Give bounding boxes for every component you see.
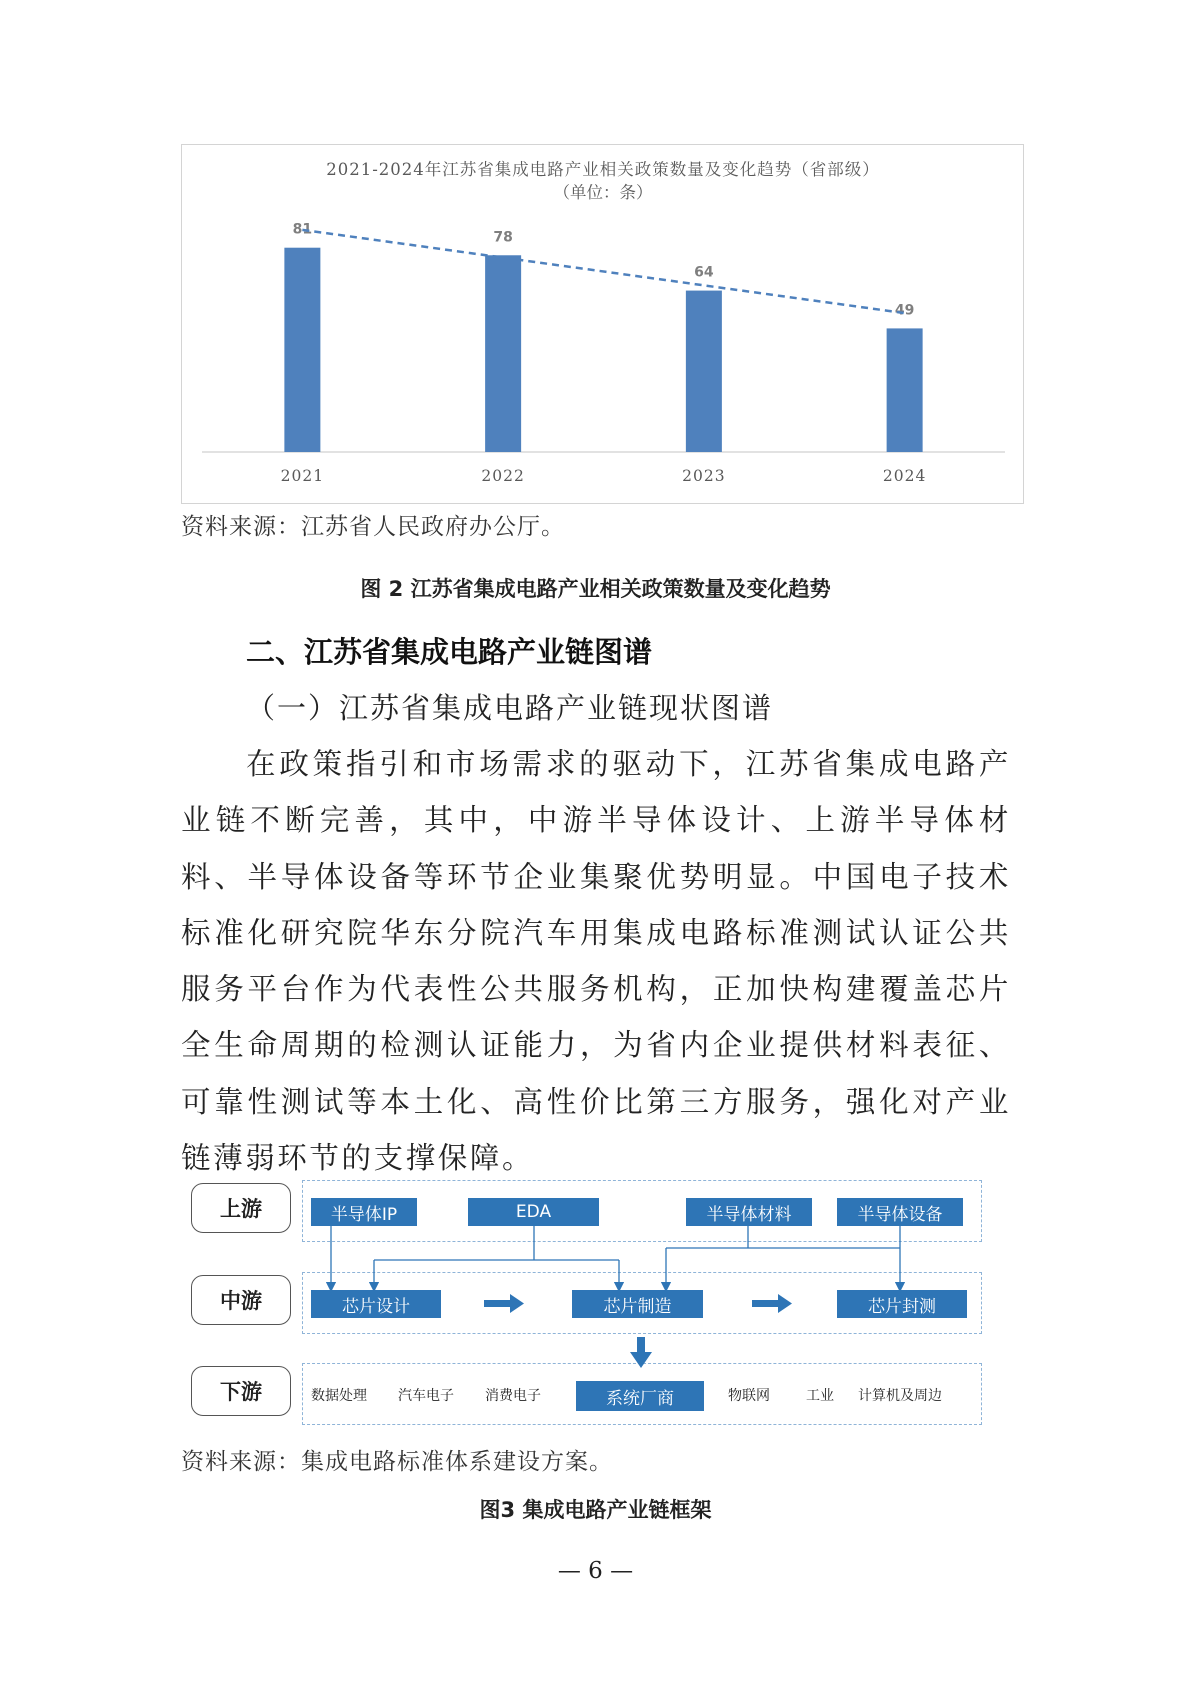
section-heading: 二、江苏省集成电路产业链图谱: [246, 635, 653, 669]
fig2-caption: 图 2 江苏省集成电路产业相关政策数量及变化趋势: [360, 577, 831, 601]
connector-eda: [374, 1226, 619, 1260]
bar-2022: [485, 255, 521, 452]
data-label-2022: 78: [493, 229, 513, 246]
downstream-consumer-electronics: 消费电子: [485, 1388, 541, 1404]
upstream-semiconductor-ip: 半导体IP: [311, 1198, 417, 1226]
midstream-chip-design: 芯片设计: [311, 1290, 441, 1318]
upstream-semiconductor-equipment: 半导体设备: [837, 1198, 963, 1226]
downstream-iot: 物联网: [728, 1388, 770, 1404]
trend-line: [302, 230, 904, 313]
downstream-industrial: 工业: [806, 1388, 834, 1404]
x-tick-2023: 2023: [682, 467, 726, 485]
bar-2024: [887, 328, 923, 452]
fig3-caption: 图3 集成电路产业链框架: [479, 1498, 712, 1522]
subsection-heading: （一）江苏省集成电路产业链现状图谱: [246, 691, 774, 725]
bar-2021: [284, 248, 320, 452]
policy-count-chart: [181, 144, 1024, 504]
data-label-2024: 49: [894, 302, 915, 319]
x-tick-2021: 2021: [280, 467, 325, 485]
fig3-source-note: 资料来源：集成电路标准体系建设方案。: [181, 1449, 613, 1475]
data-label-2023: 64: [694, 264, 714, 281]
x-tick-2024: 2024: [882, 467, 927, 485]
chart-svg: [182, 145, 1025, 505]
stage-midstream: 中游: [191, 1275, 291, 1325]
x-tick-2022: 2022: [481, 467, 525, 485]
flow-arrow-fab-to-downstream: [630, 1337, 652, 1368]
downstream-computers-peripherals: 计算机及周边: [858, 1388, 942, 1404]
data-label-2021: 81: [292, 221, 313, 238]
downstream-lane: [302, 1363, 982, 1425]
stage-upstream: 上游: [191, 1183, 291, 1233]
chart-title: 2021-2024年江苏省集成电路产业相关政策数量及变化趋势（省部级）: [326, 160, 880, 179]
upstream-eda: EDA: [468, 1198, 599, 1226]
flow-arrow-design-to-fab: [484, 1294, 524, 1313]
downstream-system-vendors: 系统厂商: [576, 1381, 704, 1411]
connector-materials-equipment: [666, 1226, 900, 1248]
downstream-data-processing: 数据处理: [311, 1388, 367, 1404]
upstream-semiconductor-materials: 半导体材料: [686, 1198, 812, 1226]
midstream-chip-manufacturing: 芯片制造: [572, 1290, 703, 1318]
midstream-lane: [302, 1272, 982, 1334]
chart-subtitle: （单位：条）: [553, 183, 653, 202]
stage-downstream: 下游: [191, 1366, 291, 1416]
fig2-source-note: 资料来源：江苏省人民政府办公厅。: [181, 514, 565, 540]
page-number: — 6 —: [557, 1558, 634, 1584]
bar-2023: [686, 291, 722, 452]
downstream-automotive-electronics: 汽车电子: [398, 1388, 454, 1404]
flow-arrow-fab-to-packaging: [752, 1294, 792, 1313]
body-paragraph: 在政策指引和市场需求的驱动下，江苏省集成电路产业链不断完善，其中，中游半导体设计、上游半导体材料、半导体设备等环节企业集聚优势明显。中国电子技术标准化研究院华东分院汽车用集成电路标准测试认证公共服务平台作为代表性公共服务机构，正加快构建覆盖芯片全生命周期的检测认证能力，为省内企业提供材料表征、可靠性测试等本土化、高性价比第三方服务，强化对产业链薄弱环节的支撑保障。: [181, 747, 1011, 1176]
upstream-lane: [302, 1180, 982, 1242]
midstream-chip-packaging-testing: 芯片封测: [837, 1290, 967, 1318]
